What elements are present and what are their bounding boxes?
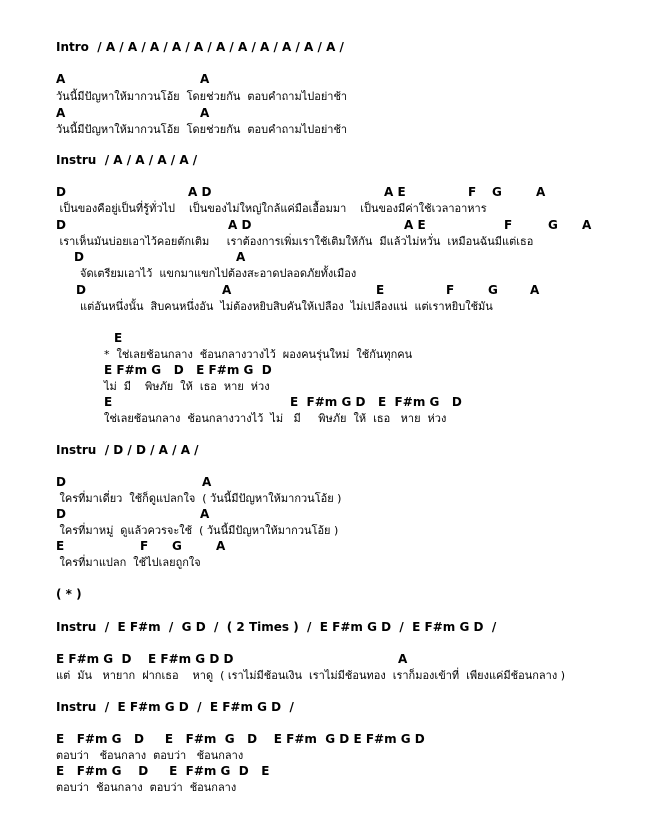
chord: A bbox=[222, 283, 232, 297]
chord-line bbox=[0, 539, 666, 554]
chord-line bbox=[0, 395, 666, 410]
chord: E F#m G D bbox=[56, 652, 132, 666]
chord: F bbox=[504, 218, 513, 232]
lyric: ตอบว่า ช้อนกลาง ตอบว่า ช้อนกลาง bbox=[56, 781, 237, 794]
chord: D bbox=[56, 218, 66, 232]
chord: A bbox=[530, 283, 540, 297]
chord-line bbox=[0, 764, 666, 779]
lyric: ใช่เลยช้อนกลาง ช้อนกลางวางไว้ ไม่ มี พิษภัย ให้ เธอ หาย ห่วง bbox=[104, 412, 447, 425]
lyric: ใครที่มาเดี่ยว ใช้ก็ดูแปลกใจ ( วันนี้มีปัญหาให้มากวนโอ้ย ) bbox=[56, 492, 342, 505]
chord: A bbox=[236, 250, 246, 264]
lyric-line bbox=[0, 523, 666, 538]
chord: A bbox=[398, 652, 408, 666]
chord: E F#m G D E F#m G D E F#m G D E F#m G D bbox=[56, 732, 425, 746]
intro-line bbox=[0, 40, 666, 55]
chord-line bbox=[0, 185, 666, 200]
lyric-line bbox=[0, 780, 666, 795]
chord: E F#m G D E F#m G D E bbox=[56, 764, 270, 778]
chord: D bbox=[76, 283, 86, 297]
lyric: เป็นของคือยู่เป็นที่รู้ทั่วไป เป็นของไม่ใหญ่ใกล้แค่มือเอื้อมมา เป็นของมีค่าใช้เวลาอาหาร bbox=[56, 202, 487, 215]
chord: F bbox=[446, 283, 455, 297]
chord-line bbox=[0, 363, 666, 378]
chord: A bbox=[536, 185, 546, 199]
lyric-line bbox=[0, 299, 666, 314]
chord: G bbox=[548, 218, 558, 232]
instru-text: Instru / E F#m / G D / ( 2 Times ) / E F#m G D / E F#m G D / bbox=[56, 620, 497, 634]
chord-line bbox=[0, 106, 666, 121]
chord-line bbox=[0, 507, 666, 522]
lyric: จัดเตรียมเอาไว้ แขกมาแขกไปต้องสะอาดปลอดภัยทั้งเมือง bbox=[80, 267, 357, 280]
chord: A bbox=[202, 475, 212, 489]
chord: E F#m G D E F#m G D bbox=[104, 363, 272, 377]
lyric-line bbox=[0, 201, 666, 216]
chord: G bbox=[492, 185, 502, 199]
chord-line bbox=[0, 732, 666, 747]
lyric-line bbox=[0, 347, 666, 362]
lyric-line bbox=[0, 748, 666, 763]
repeat-marker bbox=[0, 587, 666, 602]
instru-line bbox=[0, 620, 666, 635]
chord: A bbox=[56, 106, 66, 120]
instru-text: Instru / D / D / A / A / bbox=[56, 443, 199, 457]
chord-line bbox=[0, 652, 666, 667]
chord-line bbox=[0, 250, 666, 265]
lyric: ตอบว่า ช้อนกลาง ตอบว่า ช้อนกลาง bbox=[56, 749, 244, 762]
chord: D bbox=[56, 507, 66, 521]
instru-text: Instru / E F#m G D / E F#m G D / bbox=[56, 700, 294, 714]
instru-line bbox=[0, 153, 666, 168]
chord: A bbox=[200, 507, 210, 521]
instru-text: Instru / A / A / A / A / bbox=[56, 153, 198, 167]
chord: G bbox=[172, 539, 182, 553]
chord: A D bbox=[228, 218, 252, 232]
lyric-line bbox=[0, 379, 666, 394]
chord-line bbox=[0, 72, 666, 87]
lyric-line bbox=[0, 122, 666, 137]
chord: F bbox=[140, 539, 149, 553]
chord: D bbox=[56, 475, 66, 489]
chord-line bbox=[0, 218, 666, 233]
intro-text: Intro / A / A / A / A / A / A / A / A / A / A / A / bbox=[56, 40, 344, 54]
repeat-text: ( * ) bbox=[56, 587, 82, 601]
chord: E F#m G D D bbox=[148, 652, 234, 666]
lyric-line bbox=[0, 491, 666, 506]
lyric: * ใช่เลยช้อนกลาง ช้อนกลางวางไว้ ผองคนรุ่นใหม่ ใช้กันทุกคน bbox=[104, 348, 413, 361]
chord: A E bbox=[384, 185, 406, 199]
lyric-line bbox=[0, 266, 666, 281]
chord: A bbox=[582, 218, 592, 232]
lyric: วันนี้มีปัญหาให้มากวนโอ้ย โดยช่วยกัน ตอบคำถามไปอย่าช้า bbox=[56, 90, 348, 103]
chord: F bbox=[468, 185, 477, 199]
chord: A bbox=[200, 72, 210, 86]
lyric: เราเห็นมันบ่อยเอาไว้คอยตักเติม เราต้องการเพิ่มเราใช้เติมให้กัน มีแล้วไม่หวั่น เหมือนฉันมีแต่เธอ bbox=[56, 235, 534, 248]
chord: E bbox=[114, 331, 123, 345]
chord: E bbox=[56, 539, 65, 553]
chord: A bbox=[216, 539, 226, 553]
chord: D bbox=[74, 250, 84, 264]
chord-line bbox=[0, 331, 666, 346]
chord: E bbox=[104, 395, 113, 409]
chord: A bbox=[200, 106, 210, 120]
lyric: ไม่ มี พิษภัย ให้ เธอ หาย ห่วง bbox=[104, 380, 270, 393]
lyric: วันนี้มีปัญหาให้มากวนโอ้ย โดยช่วยกัน ตอบคำถามไปอย่าช้า bbox=[56, 123, 348, 136]
lyric-line bbox=[0, 555, 666, 570]
lyric: แต่อันหนึ่งนั้น สิบคนหนึ่งอัน ไม่ต้องหยิบสิบคันให้เปลือง ไม่เปลืองแน่ แต่เราหยิบใช้มัน bbox=[80, 300, 493, 313]
instru-line bbox=[0, 443, 666, 458]
lyric-line bbox=[0, 668, 666, 683]
chord-line bbox=[0, 283, 666, 298]
chord: E bbox=[376, 283, 385, 297]
lyric: ใครที่มาหมู่ ดูแล้วควรจะใช้ ( วันนี้มีปัญหาให้มากวนโอ้ย ) bbox=[56, 524, 339, 537]
lyric-line bbox=[0, 234, 666, 249]
chord-line bbox=[0, 475, 666, 490]
lyric: ใครที่มาแปลก ใช้ไปเลยถูกใจ bbox=[56, 556, 201, 569]
lyric-line bbox=[0, 411, 666, 426]
chord: A bbox=[56, 72, 66, 86]
chord: A D bbox=[188, 185, 212, 199]
chord: E F#m G D E F#m G D bbox=[290, 395, 462, 409]
chord: D bbox=[56, 185, 66, 199]
chord: G bbox=[488, 283, 498, 297]
instru-line bbox=[0, 700, 666, 715]
lyric: แต่ มัน หายาก ฝากเธอ หาดู ( เราไม่มีช้อนเงิน เราไม่มีช้อนทอง เราก็มองเข้าที่ เพียงแค่มีช้อนกลาง ) bbox=[56, 669, 565, 682]
chord: A E bbox=[404, 218, 426, 232]
lyric-line bbox=[0, 89, 666, 104]
